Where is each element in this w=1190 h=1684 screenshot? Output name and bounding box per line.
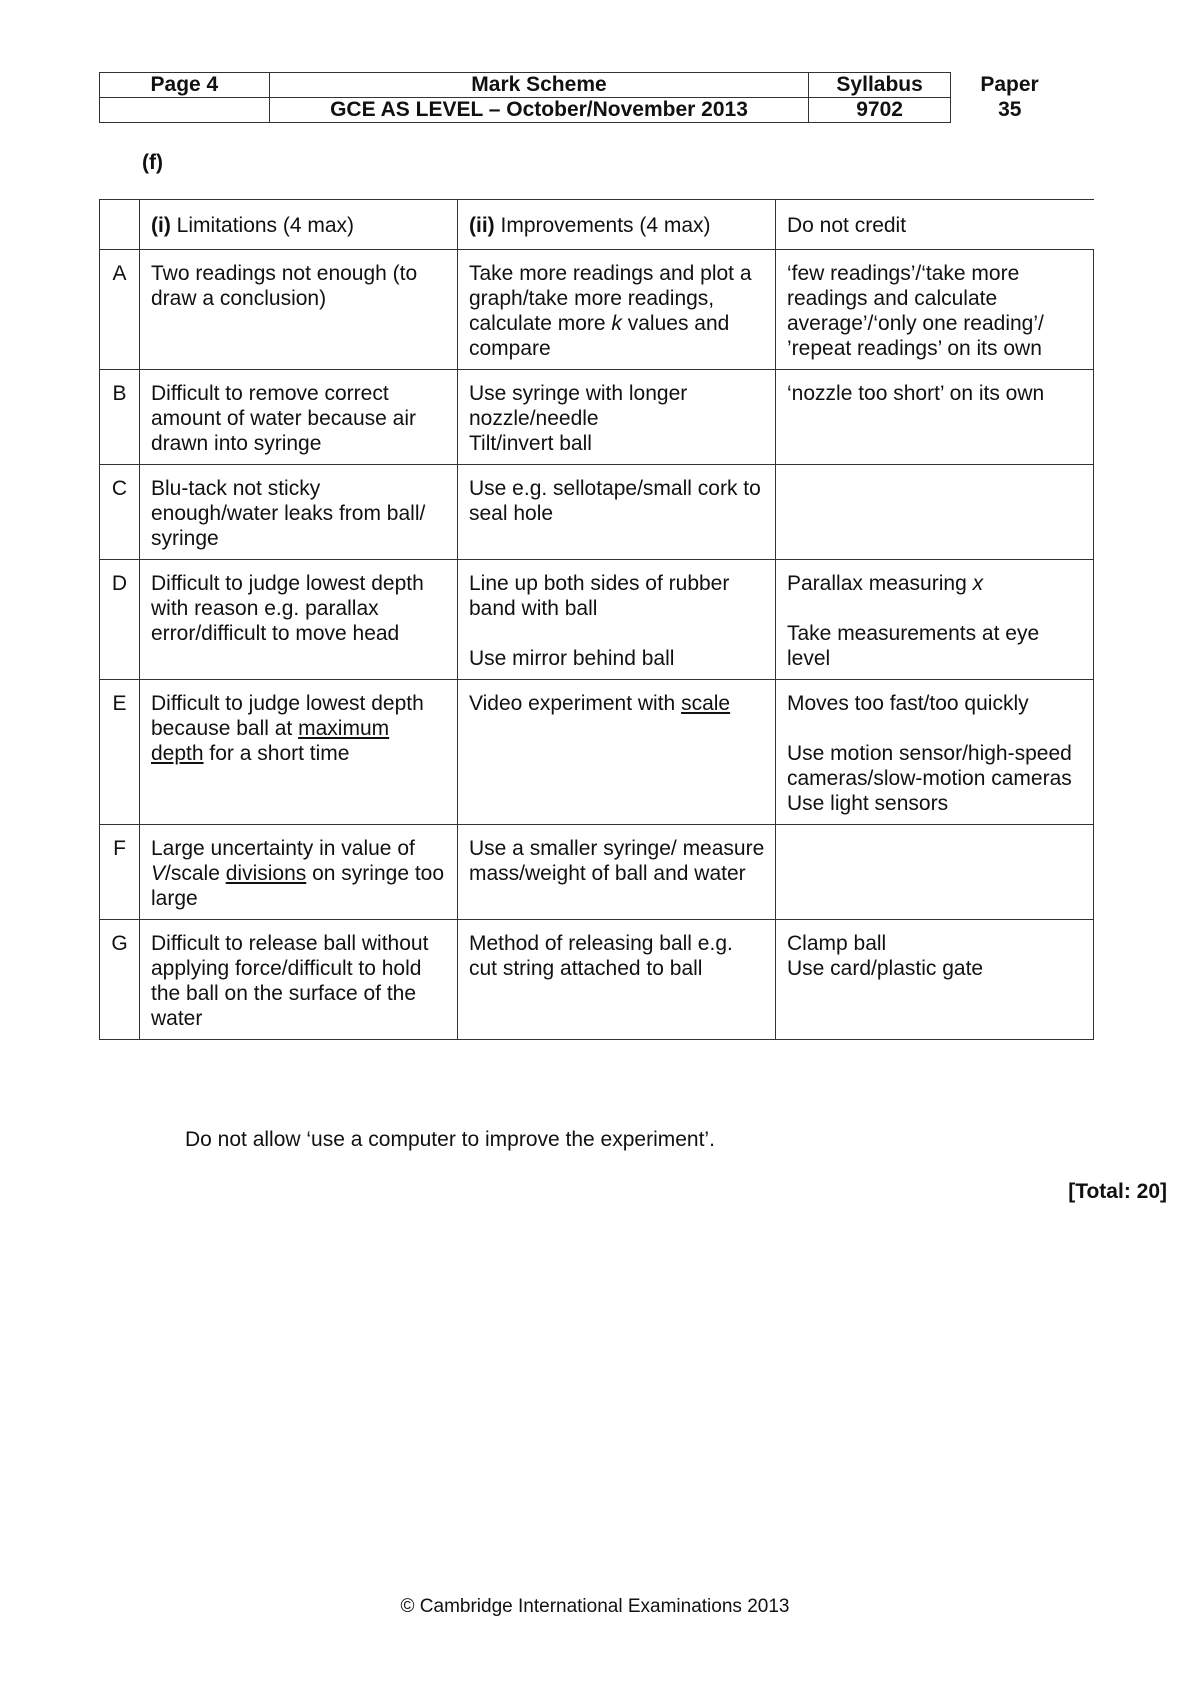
not-credit-cell — [776, 560, 1094, 680]
underlined-text: divisions — [225, 862, 307, 885]
mark-scheme-table — [99, 199, 1094, 1040]
variable-x: x — [972, 572, 984, 595]
header-cell-improvements — [458, 200, 776, 250]
limitation-cell: Blu-tack not sticky enough/water leaks from ball/ syringe — [140, 465, 458, 560]
improvement-cell — [458, 680, 776, 825]
improvement-text: Video experiment with — [469, 692, 676, 715]
limitations-roman: (i) — [151, 214, 171, 237]
header-cell-limitations — [140, 200, 458, 250]
limitation-text: for a short time — [209, 742, 350, 765]
not-credit-text: Use card/plastic gate — [787, 957, 984, 980]
header-blank — [100, 98, 270, 123]
improvement-cell: Use a smaller syringe/ measure mass/weight of ball and water — [458, 825, 776, 920]
improvement-cell — [458, 250, 776, 370]
row-letter: D — [100, 560, 140, 680]
row-letter: C — [100, 465, 140, 560]
limitation-cell — [140, 680, 458, 825]
improvement-cell: Use e.g. sellotape/small cork to seal hole — [458, 465, 776, 560]
not-credit-cell — [776, 920, 1094, 1040]
header-table — [99, 72, 1069, 123]
improvements-roman: (ii) — [469, 214, 495, 237]
table-row — [100, 560, 1094, 680]
underlined-text: maximum depth — [151, 717, 390, 765]
not-credit-text: Parallax measuring — [787, 572, 967, 595]
header-syllabus-code: 9702 — [809, 98, 951, 123]
limitation-cell: Difficult to release ball without applying force/difficult to hold the ball on the surface of the water — [140, 920, 458, 1040]
table-row — [100, 465, 1094, 560]
improvement-text: Take more readings and plot a graph/take more readings, calculate more — [469, 262, 752, 335]
total-marks: [Total: 20] — [1068, 1180, 1167, 1203]
header-exam: GCE AS LEVEL – October/November 2013 — [269, 98, 808, 123]
not-credit-text: Use light sensors — [787, 792, 949, 815]
part-label: (f) — [142, 151, 163, 174]
not-credit-cell: ‘few readings’/‘take more readings and calculate average’/‘only one reading’/ ’repeat readings’ on its own — [776, 250, 1094, 370]
not-credit-text: Use motion sensor/high-speed cameras/slow-motion cameras — [787, 742, 1072, 790]
limitation-cell: Two readings not enough (to draw a conclusion) — [140, 250, 458, 370]
row-letter: A — [100, 250, 140, 370]
table-row — [100, 370, 1094, 465]
header-mark-scheme: Mark Scheme — [269, 73, 808, 98]
improvement-text: Use mirror behind ball — [469, 647, 675, 670]
row-letter: G — [100, 920, 140, 1040]
variable-k: k — [611, 312, 622, 335]
limitation-text: Large uncertainty in value of — [151, 837, 415, 860]
limitation-text: on syringe too large — [151, 862, 445, 910]
limitations-heading: Limitations (4 max) — [176, 214, 355, 237]
improvement-text: Use syringe with longer nozzle/needle — [469, 382, 688, 430]
not-credit-text: Moves too fast/too quickly — [787, 692, 1029, 715]
footer-copyright: © Cambridge International Examinations 2013 — [400, 1596, 790, 1617]
variable-v: V — [151, 862, 166, 885]
underlined-text: scale — [681, 692, 731, 715]
not-credit-text: Take measurements at eye level — [787, 622, 1040, 670]
row-letter: E — [100, 680, 140, 825]
limitation-text: /scale — [165, 862, 220, 885]
header-paper-number: 35 — [998, 98, 1022, 121]
table-row — [100, 680, 1094, 825]
improvement-text: Line up both sides of rubber band with ball — [469, 572, 730, 620]
not-credit-cell — [776, 825, 1094, 920]
table-row — [100, 825, 1094, 920]
not-credit-cell — [776, 465, 1094, 560]
not-credit-cell: ‘nozzle too short’ on its own — [776, 370, 1094, 465]
limitation-cell: Difficult to remove correct amount of water because air drawn into syringe — [140, 370, 458, 465]
improvement-text: Tilt/invert ball — [469, 432, 592, 455]
header-paper-label: Paper — [980, 73, 1039, 96]
row-letter: F — [100, 825, 140, 920]
improvement-cell — [458, 370, 776, 465]
limitation-text: Difficult to judge lowest depth because ball at — [151, 692, 424, 740]
table-header-row — [100, 200, 1094, 250]
improvement-text: values and compare — [469, 312, 730, 360]
not-credit-text: Clamp ball — [787, 932, 887, 955]
header-syllabus-label: Syllabus — [809, 73, 951, 98]
limitation-cell: Difficult to judge lowest depth with reason e.g. parallax error/difficult to move head — [140, 560, 458, 680]
table-row — [100, 920, 1094, 1040]
note-text: Do not allow ‘use a computer to improve the experiment’. — [185, 1128, 715, 1151]
table-row — [100, 250, 1094, 370]
improvements-heading: Improvements (4 max) — [500, 214, 711, 237]
header-page: Page 4 — [100, 73, 270, 98]
not-credit-cell — [776, 680, 1094, 825]
row-letter: B — [100, 370, 140, 465]
improvement-cell — [458, 560, 776, 680]
improvement-cell: Method of releasing ball e.g. cut string attached to ball — [458, 920, 776, 1040]
header-cell-blank — [100, 200, 140, 250]
header-cell-do-not-credit: Do not credit — [776, 200, 1094, 250]
limitation-cell — [140, 825, 458, 920]
